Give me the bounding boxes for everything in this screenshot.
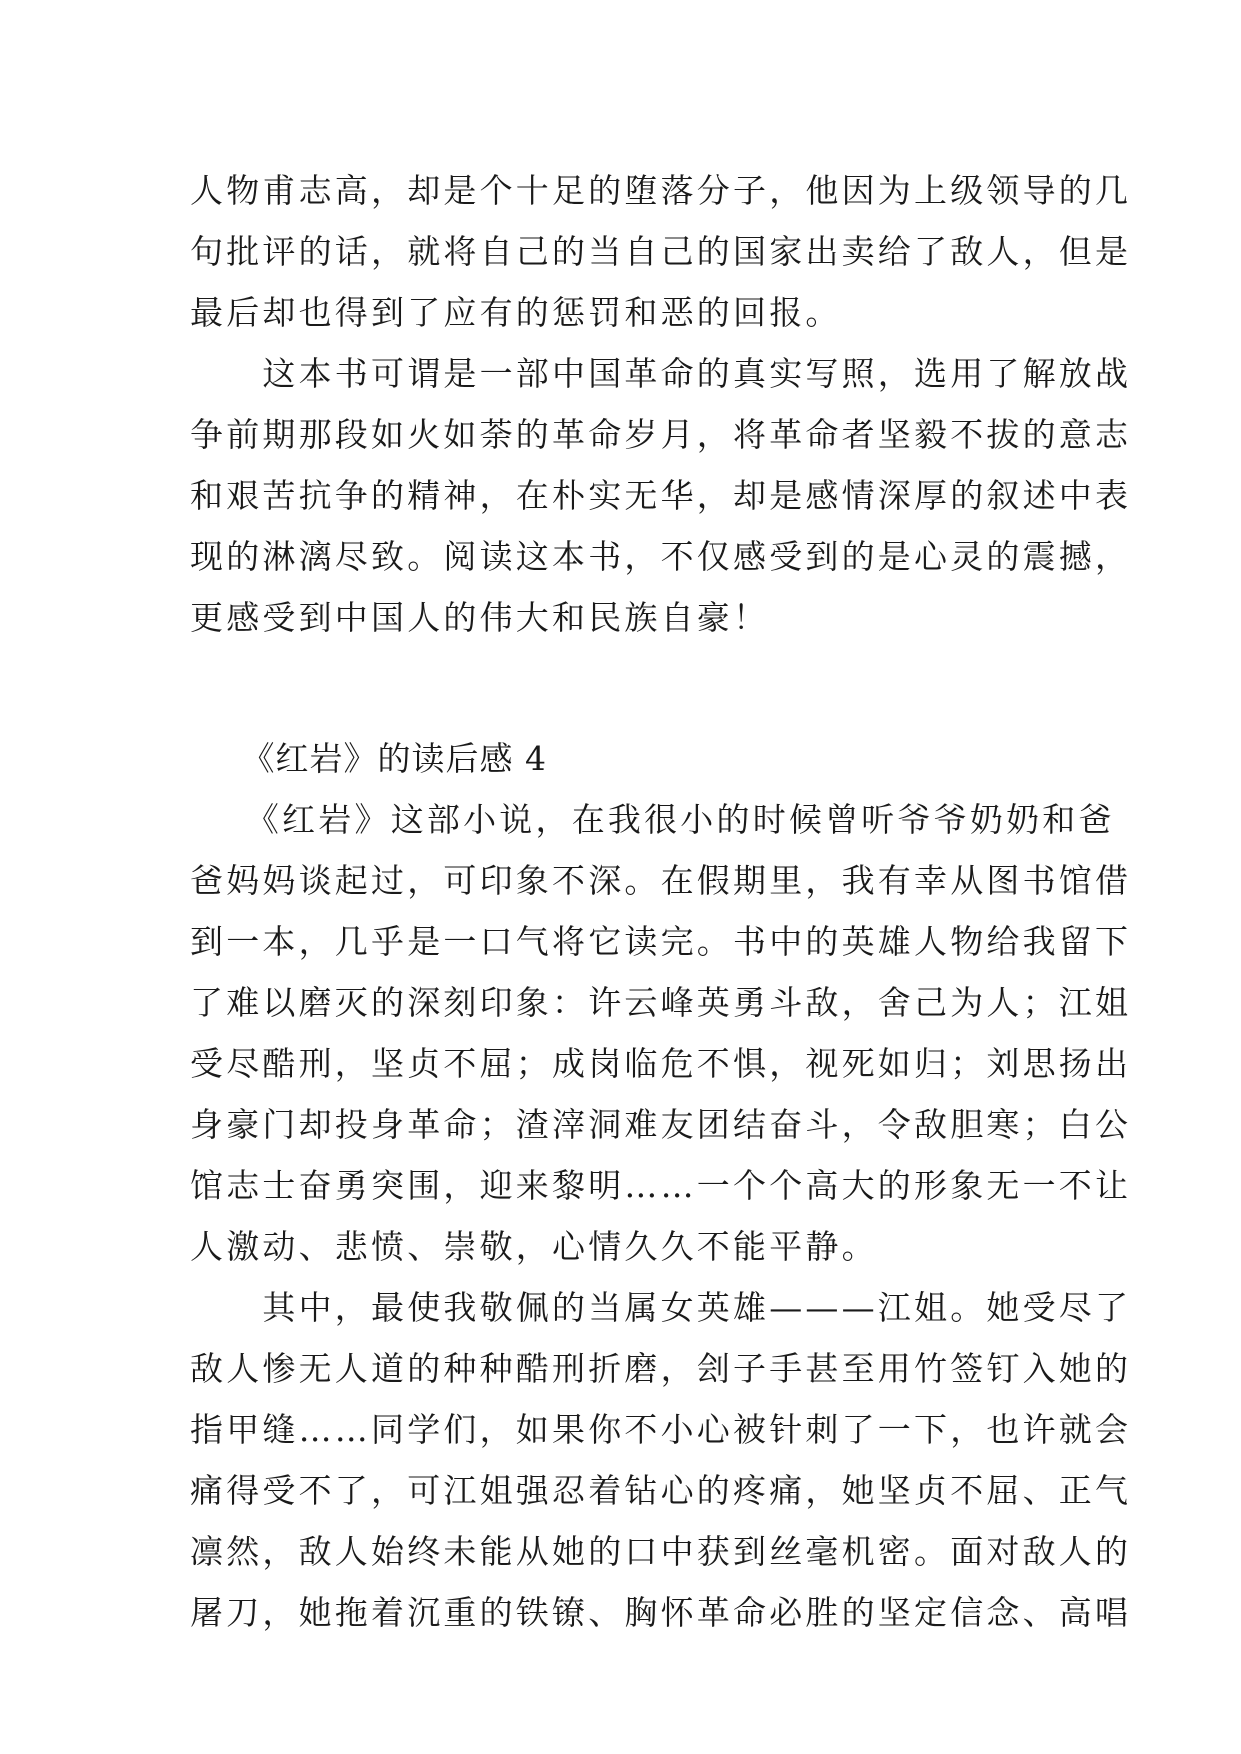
text-line: 现的淋漓尽致。阅读这本书，不仅感受到的是心灵的震撼， — [190, 537, 1132, 576]
text-line: 人物甫志高，却是个十足的堕落分子，他因为上级领导的几 — [190, 171, 1132, 210]
paragraph-3 — [190, 789, 1132, 1277]
text-line: 争前期那段如火如荼的革命岁月，将革命者坚毅不拔的意志 — [190, 415, 1132, 454]
text-line: 句批评的话，就将自己的当自己的国家出卖给了敌人，但是 — [190, 232, 1132, 271]
text-line: 这本书可谓是一部中国革命的真实写照，选用了解放战 — [190, 354, 1132, 393]
paragraph-2 — [190, 343, 1132, 648]
text-line: 馆志士奋勇突围，迎来黎明……一个个高大的形象无一不让 — [190, 1166, 1132, 1205]
text-line: 痛得受不了，可江姐强忍着钻心的疼痛，她坚贞不屈、正气 — [190, 1471, 1132, 1510]
text-line: 屠刀，她拖着沉重的铁镣、胸怀革命必胜的坚定信念、高唱 — [190, 1593, 1132, 1632]
text-line: 爸妈妈谈起过，可印象不深。在假期里，我有幸从图书馆借 — [190, 861, 1132, 900]
paragraph-1 — [190, 160, 1132, 343]
text-line: 《红岩》这部小说，在我很小的时候曾听爷爷奶奶和爸 — [190, 800, 1115, 839]
text-line: 最后却也得到了应有的惩罚和恶的回报。 — [190, 293, 842, 332]
text-line: 敌人惨无人道的种种酷刑折磨，刽子手甚至用竹签钉入她的 — [190, 1349, 1132, 1388]
section-gap — [190, 648, 1060, 728]
text-line: 其中，最使我敬佩的当属女英雄———江姐。她受尽了 — [190, 1288, 1132, 1327]
document-body — [190, 160, 1132, 1643]
text-line: 和艰苦抗争的精神，在朴实无华，却是感情深厚的叙述中表 — [190, 476, 1132, 515]
text-line: 指甲缝……同学们，如果你不小心被针刺了一下，也许就会 — [190, 1410, 1132, 1449]
text-line: 凛然，敌人始终未能从她的口中获到丝毫机密。面对敌人的 — [190, 1532, 1132, 1571]
text-line: 更感受到中国人的伟大和民族自豪！ — [190, 598, 770, 637]
text-line: 受尽酷刑，坚贞不屈；成岗临危不惧，视死如归；刘思扬出 — [190, 1044, 1132, 1083]
text-line: 身豪门却投身革命；渣滓洞难友团结奋斗，令敌胆寒；白公 — [190, 1105, 1132, 1144]
paragraph-4 — [190, 1277, 1132, 1643]
text-line: 到一本，几乎是一口气将它读完。书中的英雄人物给我留下 — [190, 922, 1132, 961]
text-line: 人激动、悲愤、崇敬，心情久久不能平静。 — [190, 1227, 878, 1266]
section-heading: 《红岩》的读后感 4 — [190, 739, 547, 778]
text-line: 了难以磨灭的深刻印象：许云峰英勇斗敌，舍己为人；江姐 — [190, 983, 1132, 1022]
